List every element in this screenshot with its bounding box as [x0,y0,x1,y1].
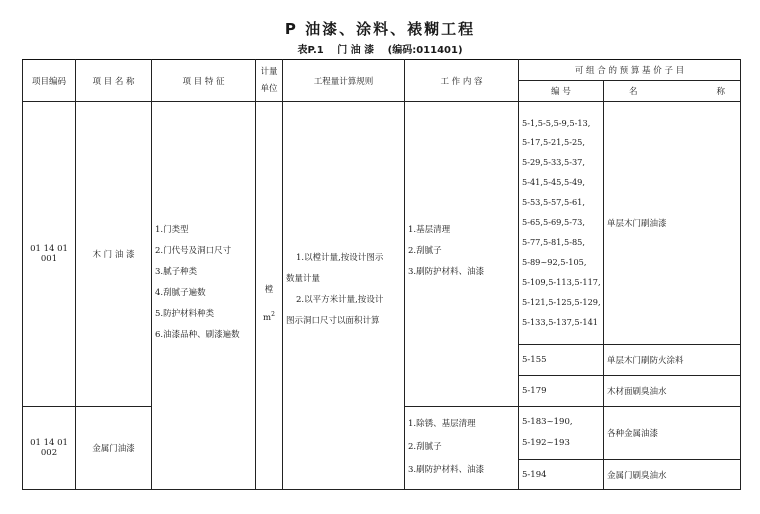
header-sub-number: 编 号 [519,81,604,102]
code-line: 5-121,5-125,5-129, [522,296,601,307]
header-group: 可 组 合 的 预 算 基 价 子 目 [519,60,741,81]
row1-features [152,102,256,490]
work-line: 3.刷防护材料、油漆 [408,267,485,277]
rule-line: 1.以樘计量,按设计图示 [296,253,384,263]
row1-name: 木 门 油 漆 [76,102,152,407]
quota-table [22,59,741,490]
header-work: 工 作 内 容 [405,60,519,102]
table-code: (编码:011401) [387,45,463,56]
header-feature: 项 目 特 征 [152,60,256,102]
table-number: 表P.1 [297,45,324,56]
code-line: 5-17,5-21,5-25, [522,137,585,148]
sub-item-name: 金属门刷臭油水 [604,460,741,490]
rule-line: 图示洞口尺寸以面积计算 [286,316,380,326]
header-rule: 工程量计算规则 [283,60,405,102]
sub-item-codes: 5-179 [519,376,604,407]
table-name: 门 油 漆 [337,45,375,56]
sub-item-name: 木材面刷臭油水 [604,376,741,407]
unit-line [259,305,279,328]
unit-base: m [263,312,272,323]
work-line: 3.刷防护材料、油漆 [408,465,485,475]
code-line: 5-133,5-137,5-141 [522,316,599,327]
row1-rules [283,102,405,490]
work-line: 1.基层清理 [408,225,451,235]
code-line: 5-89~92,5-105, [522,256,587,267]
feature-line: 4.刮腻子遍数 [155,288,206,298]
header-name: 项 目 名 称 [76,60,152,102]
sub-item-codes [519,102,604,345]
unit-sup: 2 [271,311,275,318]
row2-code: 01 14 01 002 [23,407,76,490]
header-unit: 计量单位 [256,60,283,102]
sub-item-name: 各种金属油漆 [604,407,741,460]
rule-line: 数量计量 [286,274,321,284]
code-line: 5-192~193 [522,438,570,448]
code-line: 5-1,5-5,5-9,5-13, [522,117,591,128]
feature-line: 6.油漆品种、刷漆遍数 [155,330,240,340]
code-line: 5-109,5-113,5-117, [522,276,601,287]
sub-item-codes: 5-194 [519,460,604,490]
header-sub-name-b: 称 [716,87,726,97]
code-line: 5-65,5-69,5-73, [522,217,585,228]
row2-name: 金属门油漆 [76,407,152,490]
row1-unit [256,102,283,490]
feature-line: 5.防护材料种类 [155,309,215,319]
header-code: 项目编码 [23,60,76,102]
feature-line: 2.门代号及洞口尺寸 [155,246,232,256]
work-line: 1.除锈、基层清理 [408,419,476,429]
feature-line: 1.门类型 [155,225,189,235]
work-line: 2.刮腻子 [408,442,442,452]
page-title: P 油漆、涂料、裱糊工程 [284,20,476,38]
row1-code: 01 14 01 001 [23,102,76,407]
header-sub-name [604,81,741,102]
code-line: 5-29,5-33,5-37, [522,157,585,168]
row2-works [405,407,519,490]
work-line: 2.刮腻子 [408,246,442,256]
code-line: 5-77,5-81,5-85, [522,236,585,247]
code-line: 5-53,5-57,5-61, [522,197,585,208]
sub-item-name: 单层木门刷防火涂料 [604,345,741,376]
header-sub-name-a: 名 [629,87,638,97]
feature-line: 3.腻子种类 [155,267,198,277]
unit-line: 樘 [264,285,274,295]
code-line: 5-41,5-45,5-49, [522,177,585,188]
rule-line: 2.以平方米计量,按设计 [296,295,384,305]
table-subtitle [0,41,760,56]
row1-works [405,102,519,407]
sub-item-codes: 5-155 [519,345,604,376]
sub-item-codes [519,407,604,460]
code-line: 5-183~190, [522,417,573,427]
sub-item-name: 单层木门刷油漆 [604,102,741,345]
